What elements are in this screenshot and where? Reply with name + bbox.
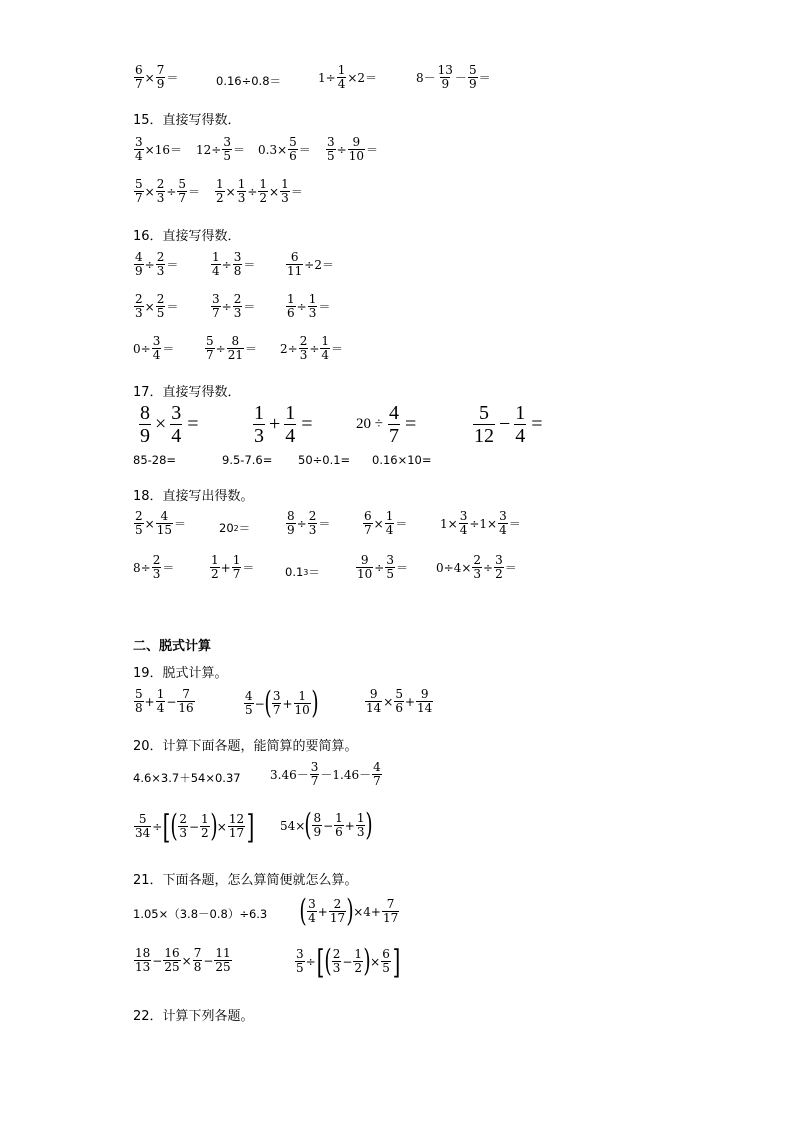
right-paren: ) (365, 807, 374, 843)
fraction: $\frac{6}{11}$ (287, 250, 303, 279)
fraction: $\frac{1}{2}$ (259, 177, 268, 206)
right-paren: ) (210, 808, 218, 844)
right-paren: ) (311, 685, 319, 721)
fraction: $\frac{1}{4}$ (337, 63, 346, 92)
expression-18-8: 0.1 3 ＝ (285, 565, 320, 579)
right-paren: ) (363, 943, 371, 979)
fraction: $\frac{4}{15}$ (156, 509, 172, 538)
fraction: $\frac{1}{2}$ (216, 177, 224, 206)
expression-16-2: $\frac{1}{4}$ ÷ $\frac{3}{8}$ ＝ (212, 250, 256, 279)
fraction: $\frac{12}{17}$ (228, 811, 245, 840)
expression-17-7: 50÷0.1= (298, 453, 351, 467)
fraction: $\frac{1}{3}$ (254, 402, 264, 448)
fraction: $\frac{5}{7}$ (206, 334, 214, 363)
expression-18-9: $\frac{9}{10}$ ÷ $\frac{3}{5}$ ＝ (357, 553, 408, 582)
fraction: $\frac{1}{4}$ (285, 402, 296, 448)
left-paren: ( (264, 685, 272, 721)
fraction: $\frac{2}{3}$ (332, 946, 341, 975)
right-bracket: ] (246, 807, 255, 846)
fraction: $\frac{2}{5}$ (135, 509, 143, 538)
expression-16-7: 0÷ $\frac{3}{4}$ ＝ (133, 334, 175, 363)
fraction: $\frac{5}{7}$ (135, 177, 143, 206)
left-paren: ( (304, 807, 313, 843)
fraction: $\frac{1}{3}$ (281, 177, 289, 206)
question-16-title: 16．直接写得数． (133, 229, 241, 244)
fraction: $\frac{1}{4}$ (212, 250, 220, 279)
left-bracket: [ (316, 942, 325, 981)
expression-18-5: 1× $\frac{3}{4}$ ÷1× $\frac{3}{4}$ ＝ (440, 509, 521, 538)
expression-18-4: $\frac{6}{7}$ × $\frac{1}{4}$ ＝ (364, 509, 408, 538)
fraction: $\frac{13}{9}$ (437, 63, 453, 92)
fraction: $\frac{2}{3}$ (152, 553, 161, 582)
fraction: $\frac{6}{7}$ (135, 63, 143, 92)
question-17-title: 17．直接写得数． (133, 385, 241, 400)
expression-18-2: 20 2 ＝ (219, 521, 251, 535)
expression-20-4: 54× ( $\frac{8}{9}$ − $\frac{1}{6}$ + $\frac{1}{3}$ ) (280, 807, 374, 843)
expression-14-3: 1÷ $\frac{1}{4}$ ×2＝ (318, 63, 378, 92)
fraction: $\frac{8}{9}$ (313, 810, 322, 839)
fraction: $\frac{4}{7}$ (373, 760, 381, 789)
expression-16-9: 2÷ $\frac{2}{3}$ ÷ $\frac{1}{4}$ ＝ (280, 334, 344, 363)
fraction: $\frac{8}{9}$ (140, 402, 150, 448)
fraction: $\frac{8}{21}$ (227, 334, 243, 363)
fraction: $\frac{2}{3}$ (473, 553, 482, 582)
expression-18-7: $\frac{1}{2}$ + $\frac{1}{7}$ ＝ (211, 553, 255, 582)
fraction: $\frac{4}{5}$ (245, 688, 253, 717)
expression-16-5: $\frac{3}{7}$ ÷ $\frac{2}{3}$ ＝ (212, 292, 256, 321)
expression-16-8: $\frac{5}{7}$ ÷ $\frac{8}{21}$ ＝ (206, 334, 257, 363)
fraction: $\frac{2}{5}$ (156, 292, 165, 321)
expression-16-6: $\frac{1}{6}$ ÷ $\frac{1}{3}$ ＝ (287, 292, 331, 321)
fraction: $\frac{2}{3}$ (299, 334, 308, 363)
fraction: $\frac{1}{3}$ (356, 810, 365, 839)
fraction: $\frac{1}{6}$ (287, 292, 295, 321)
expression-19-3: $\frac{9}{14}$ × $\frac{5}{6}$ + $\frac{9}{14}$ (366, 687, 433, 716)
expression-14-4: 8－ $\frac{13}{9}$ － $\frac{5}{9}$ ＝ (416, 63, 491, 92)
fraction: $\frac{2}{3}$ (135, 292, 143, 321)
fraction: $\frac{3}{4}$ (499, 509, 507, 538)
fraction: $\frac{4}{7}$ (388, 402, 399, 448)
fraction: $\frac{7}{16}$ (178, 687, 194, 716)
expression-20-3: $\frac{5}{34}$ ÷ [ ( $\frac{2}{3}$ − $\frac{1}{2}$ ) × $\frac{12}{17}$ ] (135, 807, 255, 846)
expression-17-6: 9.5-7.6= (222, 453, 273, 467)
left-paren: ( (170, 808, 178, 844)
expression-20-2: 3.46－ $\frac{3}{7}$ －1.46－ $\frac{4}{7}$ (270, 760, 381, 789)
fraction: $\frac{1}{4}$ (515, 402, 526, 448)
question-18-title: 18．直接写出得数。 (133, 489, 254, 504)
fraction: $\frac{7}{9}$ (156, 63, 165, 92)
fraction: $\frac{1}{10}$ (294, 688, 310, 717)
expression-17-4: $\frac{5}{12}$ − $\frac{1}{4}$ = (474, 402, 543, 448)
expression-14-2: 0.16÷0.8＝ (216, 74, 282, 88)
expression-15-3: 0.3× $\frac{5}{6}$ ＝ (258, 135, 311, 164)
expression-17-5: 85-28= (133, 453, 177, 467)
expression-18-3: $\frac{8}{9}$ ÷ $\frac{2}{3}$ ＝ (287, 509, 331, 538)
fraction: $\frac{2}{3}$ (233, 292, 242, 321)
fraction: $\frac{7}{17}$ (382, 896, 399, 925)
fraction: $\frac{6}{7}$ (364, 509, 372, 538)
fraction: $\frac{5}{6}$ (289, 135, 297, 164)
fraction: $\frac{5}{7}$ (178, 177, 187, 206)
expression-15-1: $\frac{3}{4}$ ×16＝ (135, 135, 182, 164)
fraction: $\frac{1}{7}$ (232, 553, 241, 582)
right-paren: ) (346, 893, 354, 929)
expression-17-8: 0.16×10= (372, 453, 432, 467)
left-paren: ( (299, 893, 307, 929)
question-21-title: 21．下面各题，怎么算简便就怎么算。 (133, 873, 358, 888)
fraction: $\frac{3}{8}$ (233, 250, 242, 279)
expression-17-1: $\frac{8}{9}$ × $\frac{3}{4}$ = (140, 402, 199, 448)
fraction: $\frac{3}{5}$ (327, 135, 335, 164)
expression-18-10: 0÷4× $\frac{2}{3}$ ÷ $\frac{3}{2}$ ＝ (436, 553, 517, 582)
expression-17-3: 20 ÷ $\frac{4}{7}$ = (356, 402, 417, 448)
expression-18-1: $\frac{2}{5}$ × $\frac{4}{15}$ ＝ (135, 509, 186, 538)
expression-21-1: 1.05×（3.8－0.8）÷6.3 (133, 907, 268, 921)
expression-21-3: $\frac{18}{13}$ − $\frac{16}{25}$ × $\frac{7}{8}$ − $\frac{11}{25}$ (135, 946, 231, 975)
section-title: 二、脱式计算 (133, 639, 212, 654)
fraction: $\frac{2}{3}$ (308, 509, 317, 538)
fraction: $\frac{16}{25}$ (164, 946, 180, 975)
expression-16-4: $\frac{2}{3}$ × $\frac{2}{5}$ ＝ (135, 292, 179, 321)
left-paren: ( (324, 943, 332, 979)
fraction: $\frac{8}{9}$ (287, 509, 295, 538)
fraction: $\frac{3}{4}$ (308, 896, 316, 925)
fraction: $\frac{3}{7}$ (310, 760, 319, 789)
expression-19-1: $\frac{5}{8}$ + $\frac{1}{4}$ − $\frac{7}{16}$ (135, 687, 194, 716)
left-bracket: [ (162, 807, 171, 846)
expression-16-3: $\frac{6}{11}$ ÷2＝ (287, 250, 334, 279)
fraction: $\frac{3}{2}$ (495, 553, 503, 582)
expression-21-4: $\frac{3}{5}$ ÷ [ ( $\frac{2}{3}$ − $\frac{1}{2}$ ) × $\frac{6}{5}$ ] (296, 942, 401, 981)
expression-15-5: $\frac{5}{7}$ × $\frac{2}{3}$ ÷ $\frac{5}{7}$ ＝ (135, 177, 201, 206)
expression-19-2: $\frac{4}{5}$ − ( $\frac{3}{7}$ + $\frac{1}{10}$ ) (245, 685, 319, 721)
question-19-title: 19．脱式计算。 (133, 666, 228, 681)
fraction: $\frac{4}{9}$ (135, 250, 143, 279)
expression-15-2: 12÷ $\frac{3}{5}$ ＝ (196, 135, 245, 164)
fraction: $\frac{5}{8}$ (135, 687, 143, 716)
expression-16-1: $\frac{4}{9}$ ÷ $\frac{2}{3}$ ＝ (135, 250, 179, 279)
expression-14-1: $\frac{6}{7}$ × $\frac{7}{9}$ ＝ (135, 63, 179, 92)
fraction: $\frac{3}{7}$ (212, 292, 220, 321)
fraction: $\frac{9}{14}$ (417, 687, 433, 716)
question-15-title: 15．直接写得数． (133, 113, 241, 128)
fraction: $\frac{2}{17}$ (329, 896, 346, 925)
fraction: $\frac{5}{12}$ (474, 402, 494, 448)
fraction: $\frac{6}{5}$ (382, 946, 390, 975)
fraction: $\frac{9}{10}$ (348, 135, 364, 164)
fraction: $\frac{5}{9}$ (468, 63, 477, 92)
fraction: $\frac{2}{3}$ (179, 811, 187, 840)
fraction: $\frac{5}{6}$ (395, 687, 403, 716)
question-22-title: 22．计算下列各题。 (133, 1009, 254, 1024)
fraction: $\frac{1}{6}$ (335, 810, 343, 839)
fraction: $\frac{1}{4}$ (321, 334, 330, 363)
fraction: $\frac{1}{4}$ (156, 687, 165, 716)
right-bracket: ] (392, 942, 401, 981)
fraction: $\frac{2}{3}$ (156, 177, 165, 206)
fraction: $\frac{3}{4}$ (459, 509, 468, 538)
fraction: $\frac{3}{5}$ (386, 553, 394, 582)
fraction: $\frac{3}{4}$ (152, 334, 161, 363)
expression-15-6: $\frac{1}{2}$ × $\frac{1}{3}$ ÷ $\frac{1}{2}$ × $\frac{1}{3}$ ＝ (216, 177, 303, 206)
fraction: $\frac{5}{34}$ (135, 811, 151, 840)
fraction: $\frac{11}{25}$ (215, 946, 231, 975)
expression-18-6: 8÷ $\frac{2}{3}$ ＝ (133, 553, 175, 582)
fraction: $\frac{1}{4}$ (385, 509, 394, 538)
fraction: $\frac{9}{14}$ (366, 687, 382, 716)
fraction: $\frac{1}{2}$ (211, 553, 219, 582)
fraction: $\frac{1}{2}$ (201, 811, 209, 840)
fraction: $\frac{1}{3}$ (237, 177, 246, 206)
fraction: $\frac{1}{3}$ (308, 292, 317, 321)
expression-20-1: 4.6×3.7＋54×0.37 (133, 771, 241, 785)
fraction: $\frac{2}{3}$ (156, 250, 165, 279)
expression-15-4: $\frac{3}{5}$ ÷ $\frac{9}{10}$ ＝ (327, 135, 378, 164)
expression-17-2: $\frac{1}{3}$ + $\frac{1}{4}$ = (254, 402, 313, 448)
fraction: $\frac{3}{5}$ (223, 135, 231, 164)
expression-21-2: ( $\frac{3}{4}$ + $\frac{2}{17}$ ) ×4+ $\frac{7}{17}$ (299, 893, 399, 929)
question-20-title: 20．计算下面各题，能简算的要简算。 (133, 739, 358, 754)
fraction: $\frac{1}{2}$ (354, 946, 363, 975)
fraction: $\frac{3}{4}$ (135, 135, 143, 164)
fraction: $\frac{18}{13}$ (135, 946, 151, 975)
fraction: $\frac{7}{8}$ (193, 946, 202, 975)
fraction: $\frac{3}{5}$ (296, 946, 304, 975)
fraction: $\frac{3}{7}$ (272, 688, 281, 717)
fraction: $\frac{9}{10}$ (357, 553, 373, 582)
fraction: $\frac{3}{4}$ (171, 402, 182, 448)
